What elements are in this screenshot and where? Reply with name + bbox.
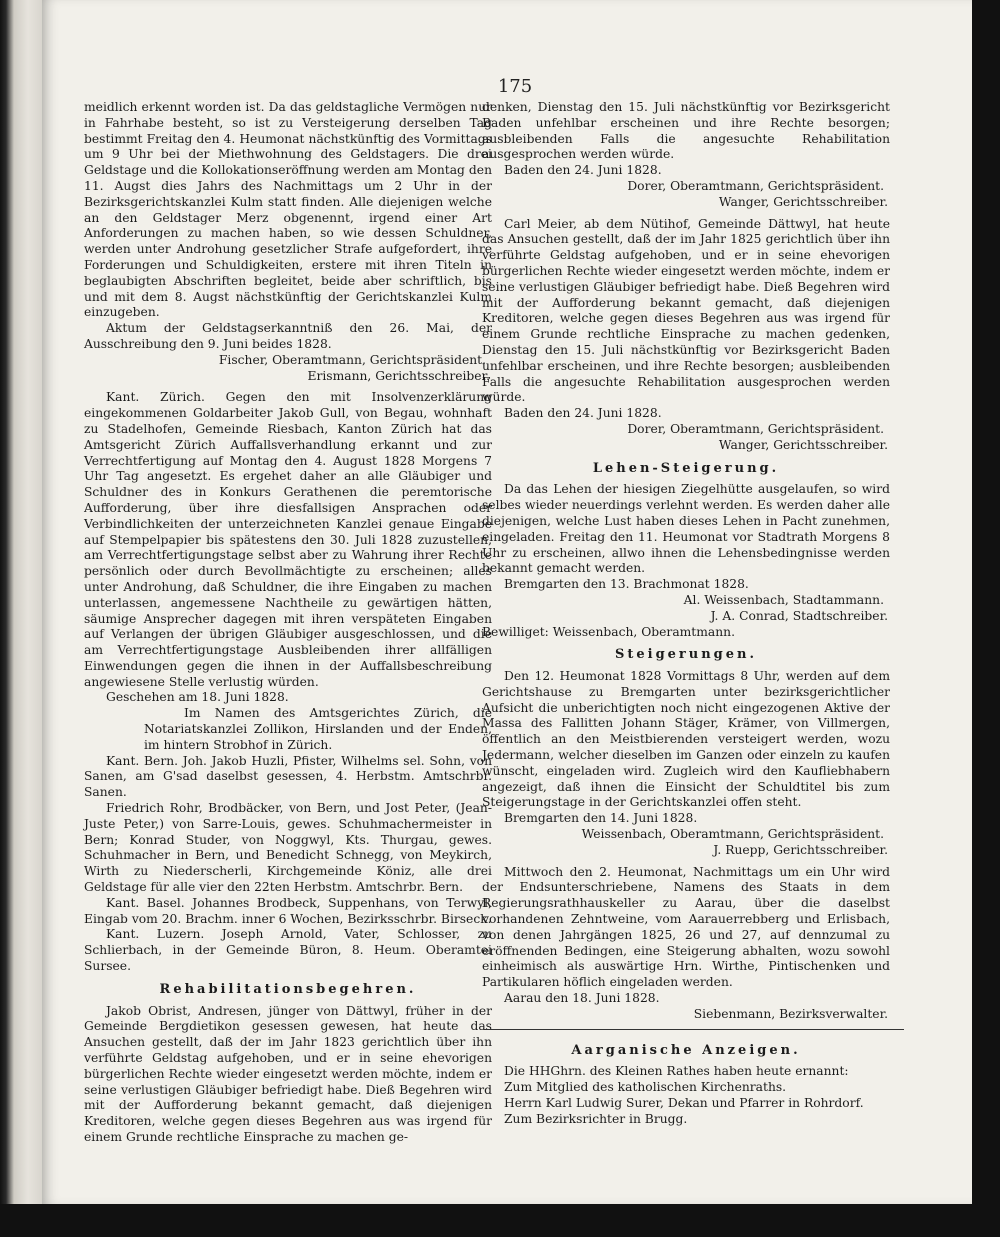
signature-line: Dorer, Oberamtmann, Gerichtspräsident. xyxy=(627,178,884,193)
text-paragraph: Aktum der Geldstagserkanntniß den 26. Mai, der Ausschreibung den 9. Juni beides 1828. xyxy=(84,321,492,351)
text-paragraph: meidlich erkennt worden ist. Da das geldstagliche Vermögen nur in Fahrhabe besteht, so ist zu Versteigerung derselben Tag bestimmt Freitag den 4. Heumonat nächstkünftig des Vormittags um 9 Uhr bei der Miethwohnung des Geldstagers. Die drei Geldstage und die Kollokationseröffnung werden am Montag den 11. Augst dies Jahrs des Nachmittags um 2 Uhr in der Bezirksgerichtskanzlei Kulm statt finden. Alle diejenigen welche an den Geldstager Merz obgenennt, irgend einer Art Anforderungen zu machen haben, so wie dessen Schuldner, werden unter Androhung gesetzlicher Strafe aufgefordert, ihre Forderungen und Schuldigkeiten, erstere mit ihren Titeln in beglaubigten Abschriften begleitet, beide aber schriftlich, bis und mit dem 8. Augst nächstkünftig der Gerichtskanzlei Kulm einzugeben. xyxy=(84,100,492,320)
date-line: Aarau den 18. Juni 1828. xyxy=(504,991,660,1006)
text-paragraph: Carl Meier, ab dem Nütihof, Gemeinde Dättwyl, hat heute das Ansuchen gestellt, daß der im Jahr 1825 gerichtlich über ihn verführte Geldstag aufgehoben, und er in seine ehevorigen bürgerlichen Rechte wieder eingesetzt werden möchte, indem er seine verlustigen Gläubiger befriedigt habe. Dieß Begehren wird mit der Aufforderung bekannt gemacht, daß diejenigen Kreditoren, welche gegen dieses Begehren aus was irgend für einem Grunde rechtliche Einsprache zu machen gedenken, Dienstag den 15. Juli nächstkünftig vor Bezirksgericht Baden unfehlbar erscheinen, und ihre Rechte besorgen; ausbleibenden Falls die angesuchte Rehabilitation ausgesprochen werden würde. xyxy=(482,216,890,405)
text-paragraph: Im Namen des Amtsgerichtes Zürich, die Notariatskanzlei Zollikon, Hirslanden und der Enden, im hintern Strobhof in Zürich. xyxy=(144,706,492,752)
text-paragraph: Bewilliget: Weissenbach, Oberamtmann. xyxy=(482,624,735,639)
text-paragraph: Zum Mitglied des katholischen Kirchenraths. xyxy=(504,1080,787,1095)
text-paragraph: Die HHGhrn. des Kleinen Rathes haben heute ernannt: xyxy=(504,1064,849,1079)
text-paragraph: Herrn Karl Ludwig Surer, Dekan und Pfarrer in Rohrdorf. xyxy=(504,1096,864,1111)
text-paragraph: Friedrich Rohr, Brodbäcker, von Bern, und Jost Peter, (Jean-Juste Peter,) von Sarre-Louis, gewes. Schuhmachermeister in Bern; Konrad Studer, von Noggwyl, Kts. Thurgau, gewes. Schuhmacher in Bern, und Benedicht Schnegg, von Meykirch, Wirth zu Niederscherli, Kirchgemeinde Köniz, alle drei Geldstage für alle vier den 22ten Herbstm. Amtschrbr. Bern. xyxy=(84,801,492,895)
signature-line: Siebenmann, Bezirksverwalter. xyxy=(693,1006,888,1021)
section-heading: Aarganische Anzeigen. xyxy=(571,1042,801,1058)
signature-line: J. Ruepp, Gerichtsschreiber. xyxy=(713,842,888,857)
date-line: Baden den 24. Juni 1828. xyxy=(504,163,662,178)
signature-line: Fischer, Oberamtmann, Gerichtspräsident. xyxy=(218,352,486,367)
book-binding xyxy=(0,0,42,1237)
section-heading: Lehen-Steigerung. xyxy=(592,460,780,476)
signature-line: J. A. Conrad, Stadtschreiber. xyxy=(710,608,888,623)
text-paragraph: Kant. Zürich. Gegen den mit Insolvenzerklärung eingekommenen Goldarbeiter Jakob Gull, von Begau, wohnhaft zu Stadelhofen, Gemeinde Riesbach, Kanton Zürich hat das Amtsgericht Zürich Auffallsverhandlung erkannt und zur Verrechtfertigung auf Montag den 4. August 1828 Morgens 7 Uhr Tag angesetzt. Es ergehet daher an alle Gläubiger und Schuldner des in Konkurs Gerathenen die peremtorische Aufforderung, über ihre diesfallsigen Ansprachen oder Verbindlichkeiten der unterzeichneten Kanzlei genaue Eingabe auf Stempelpapier bis spätestens den 30. Juli 1828 zuzustellen, am Verrechtfertigungstage selbst aber zu Wahrung ihrer Rechte persönlich oder durch Bevollmächtigte zu erscheinen; alles unter Androhung, daß Schuldner, die ihre Eingaben zu machen unterlassen, angemessene Nachtheile zu gewärtigen hätten, säumige Ansprecher dagegen mit ihren verspäteten Eingaben auf Verlangen der übrigen Gläubiger ausgeschlossen, und die am Verrechtfertigungstage Ausbleibenden ihrer allfälligen Einwendungen gegen die ihnen in der Auffallsbeschreibung angewiesene Stelle verlustig würden. xyxy=(84,390,492,689)
text-paragraph: denken, Dienstag den 15. Juli nächstkünftig vor Bezirksgericht Baden unfehlbar erscheinen und ihre Rechte besorgen; ausbleibenden Falls die angesuchte Rehabilitation ausgesprochen werden würde. xyxy=(482,100,890,162)
date-line: Bremgarten den 14. Juni 1828. xyxy=(504,811,698,826)
text-paragraph: Kant. Basel. Johannes Brodbeck, Suppenhans, von Terwyl, Eingab vom 20. Brachm. inner 6 Wochen, Bezirksschrbr. Birseck. xyxy=(84,895,492,926)
text-paragraph: Den 12. Heumonat 1828 Vormittags 8 Uhr, werden auf dem Gerichtshause zu Bremgarten unter bezirksgerichtlicher Aufsicht die unberichtigten noch nicht eingezogenen Aktive der Massa des Fallitten Johann Stäger, Krämer, von Villmergen, öffentlich an den Meistbierenden versteigert werden, wozu Jedermann, welcher dieselben im Ganzen oder einzeln zu kaufen wünscht, eingeladen wird. Zugleich wird den Kaufliebhabern angezeigt, daß ihnen die Einsicht der Schuldtitel bis zum Steigerungstage in der Gerichtskanzlei offen steht. xyxy=(482,669,890,810)
text-paragraph: Da das Lehen der hiesigen Ziegelhütte ausgelaufen, so wird selbes wieder neuerdings verlehnt werden. Es werden daher alle diejenigen, welche Lust haben dieses Lehen in Pacht zunehmen, eingeladen. Freitag den 11. Heumonat vor Stadtrath Morgens 8 Uhr zu erscheinen, allwo ihnen die Lehensbedingnisse werden bekannt gemacht werden. xyxy=(482,482,890,576)
date-line: Bremgarten den 13. Brachmonat 1828. xyxy=(504,577,749,592)
section-heading: Rehabilitationsbegehren. xyxy=(159,981,417,997)
signature-line: Wanger, Gerichtsschreiber. xyxy=(718,194,888,209)
text-paragraph: Kant. Bern. Joh. Jakob Huzli, Pfister, Wilhelms sel. Sohn, von Sanen, am G'sad daselbst gesessen, 4. Herbstm. Amtschrbr. Sanen. xyxy=(84,753,492,800)
signature-line: Weissenbach, Oberamtmann, Gerichtspräsident. xyxy=(581,827,884,842)
signature-line: Dorer, Oberamtmann, Gerichtspräsident. xyxy=(627,421,884,436)
signature-line: Wanger, Gerichtsschreiber. xyxy=(718,437,888,452)
text-paragraph: Zum Bezirksrichter in Brugg. xyxy=(504,1111,688,1126)
left-column xyxy=(84,100,492,1146)
document-page xyxy=(42,0,972,1204)
page-number: 175 xyxy=(497,76,533,97)
date-line: Baden den 24. Juni 1828. xyxy=(504,406,662,421)
text-paragraph: Mittwoch den 2. Heumonat, Nachmittags um ein Uhr wird der Endsunterschriebene, Namens des Staats in dem Regierungsrathhauskeller zu Aarau, über die daselbst vorhandenen Zehntweine, vom Aarauerrebberg und Erlisbach, von denen Jahrgängen 1825, 26 und 27, auf dennzumal zu eröffnenden Bedingen, eine Steigerung abhalten, wozu sowohl einheimisch als auswärtige Hrn. Wirthe, Pintischenken und Partikularen höflich eingeladen werden. xyxy=(482,864,890,990)
section-divider xyxy=(484,1029,904,1030)
signature-line: Al. Weissenbach, Stadtammann. xyxy=(683,592,884,607)
text-paragraph: Kant. Luzern. Joseph Arnold, Vater, Schlosser, zu Schlierbach, in der Gemeinde Büron, 8. Heum. Oberamtei Sursee. xyxy=(84,927,492,974)
right-column xyxy=(482,100,890,1128)
scan-border xyxy=(972,0,1000,1237)
scan-border xyxy=(0,1204,1000,1237)
signature-line: Erismann, Gerichtsschreiber. xyxy=(307,368,490,383)
section-heading: Steigerungen. xyxy=(614,647,758,663)
text-paragraph: Jakob Obrist, Andresen, jünger von Dättwyl, früher in der Gemeinde Bergdietikon gesessen gewesen, hat heute das Ansuchen gestellt, daß der im Jahr 1823 gerichtlich über ihn verführte Geldstag aufgehoben, und er in seine ehevorigen bürgerlichen Rechte wieder eingesetzt werden möchte, indem er seine verlustigen Gläubiger befriedigt habe. Dieß Begehren wird mit der Aufforderung bekannt gemacht, daß diejenigen Kreditoren, welche gegen dieses Begehren aus was irgend für einem Grunde rechtliche Einsprache zu machen ge- xyxy=(84,1003,492,1144)
date-line: Geschehen am 18. Juni 1828. xyxy=(106,690,289,705)
